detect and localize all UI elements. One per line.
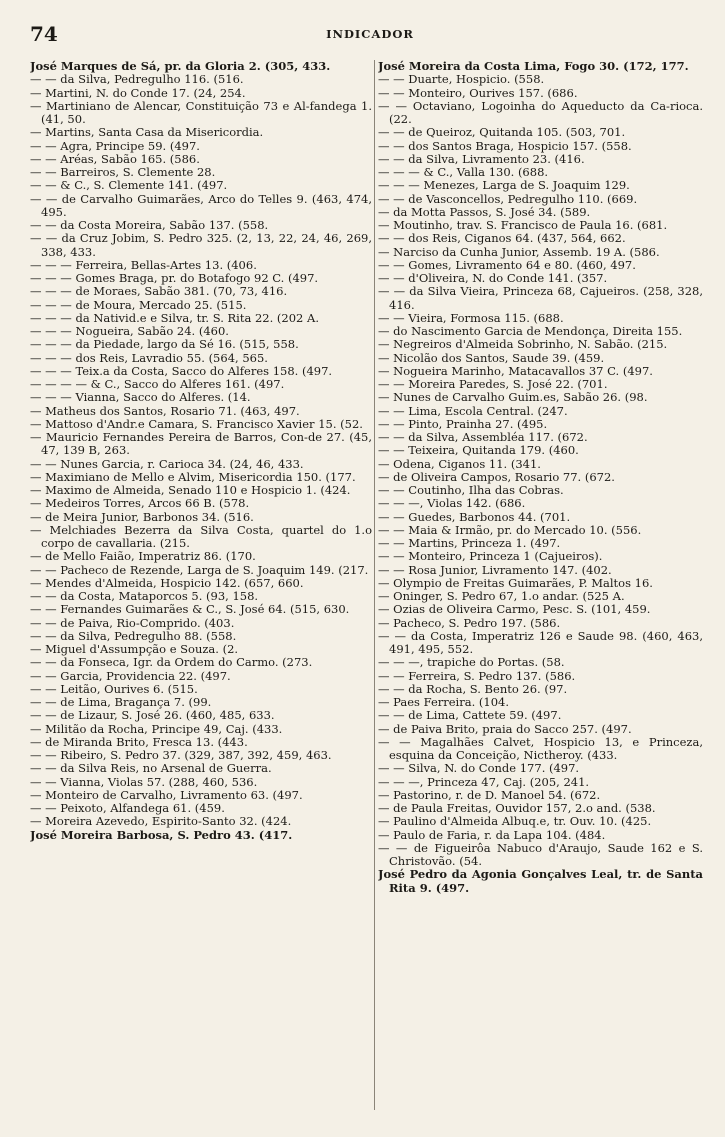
directory-entry: — — de Carvalho Guimarães, Arco do Telles 9. (463, 474, 495. <box>30 191 372 219</box>
directory-entry: — — —, Princeza 47, Caj. (205, 241. <box>378 774 590 789</box>
directory-entry: — de Oliveira Campos, Rosario 77. (672. <box>378 469 615 484</box>
directory-entry: — — de Lima, Cattete 59. (497. <box>378 708 562 723</box>
directory-entry: — — Vieira, Formosa 115. (688. <box>378 310 564 325</box>
directory-entry: — — da Silva, Assembléa 117. (672. <box>378 430 588 444</box>
directory-entry: — — — Menezes, Larga de S. Joaquim 129. <box>378 178 630 193</box>
directory-entry: — Nicolão dos Santos, Saude 39. (459. <box>378 350 605 365</box>
directory-entry: José Moreira Barbosa, S. Pedro 43. (417. <box>30 827 293 842</box>
directory-entry: — — Gomes, Livramento 64 e 80. (460, 497. <box>378 257 636 272</box>
directory-entry: José Pedro da Agonia Gonçalves Leal, tr. de Santa Rita 9. (497. <box>378 867 703 895</box>
right-column <box>378 60 703 895</box>
directory-entry: — Paulino d'Almeida Albuq.e, tr. Ouv. 10. (425. <box>378 814 652 829</box>
directory-entry: — Moreira Azevedo, Espirito-Santo 32. (424. <box>30 814 292 829</box>
directory-entry: — — Garcia, Providencia 22. (497. <box>30 668 231 683</box>
directory-entry: — — de Vasconcellos, Pedregulho 110. (669. <box>378 191 638 206</box>
directory-entry: — de Paiva Brito, praia do Sacco 257. (497. <box>378 721 632 736</box>
directory-entry: — Monteiro de Carvalho, Livramento 63. (497. <box>30 787 303 802</box>
directory-entry: — — Pinto, Prainha 27. (495. <box>378 416 548 431</box>
directory-entry: — Negreiros d'Almeida Sobrinho, N. Sabão. (215. <box>378 337 668 352</box>
directory-entry: — Ozias de Oliveira Carmo, Pesc. S. (101, 459. <box>378 602 651 617</box>
directory-entry: — de Miranda Brito, Fresca 13. (443. <box>30 734 248 749</box>
directory-entry: — Martiniano de Alencar, Constituição 73 e Al-fandega 1. (41, 50. <box>30 98 372 126</box>
page-header <box>30 22 710 46</box>
directory-entry: — — de Figueirôa Nabuco d'Araujo, Saude 162 e S. Christovão. (54. <box>378 840 703 868</box>
directory-entry: — — Silva, N. do Conde 177. (497. <box>378 761 580 776</box>
directory-entry: — — Ribeiro, S. Pedro 37. (329, 387, 392, 459, 463. <box>30 748 332 762</box>
directory-entry: — — dos Reis, Ciganos 64. (437, 564, 662. <box>378 231 626 246</box>
directory-entry: — do Nascimento Garcia de Mendonça, Direita 155. <box>378 324 683 338</box>
directory-entry: — — —, trapiche do Portas. (58. <box>378 655 565 670</box>
directory-entry: — — — — & C., Sacco do Alferes 161. (497. <box>30 377 285 391</box>
directory-entry: — — Moreira Paredes, S. José 22. (701. <box>378 377 608 391</box>
directory-entry: — — — da Piedade, largo da Sé 16. (515, 558. <box>30 337 299 352</box>
directory-entry: — — Lima, Escola Central. (247. <box>378 403 568 418</box>
directory-entry: — — Rosa Junior, Livramento 147. (402. <box>378 562 612 577</box>
directory-entry: — Maximo de Almeida, Senado 110 e Hospicio 1. (424. <box>30 483 351 497</box>
directory-entry: — Mauricio Fernandes Pereira de Barros, Con-de 27. (45, 47, 139 B, 263. <box>30 430 372 458</box>
directory-entry: — Medeiros Torres, Arcos 66 B. (578. <box>30 496 250 511</box>
directory-entry: — — — Nogueira, Sabão 24. (460. <box>30 324 229 338</box>
directory-entry: — — Ferreira, S. Pedro 137. (586. <box>378 668 576 683</box>
directory-entry: — — Barreiros, S. Clemente 28. <box>30 165 216 179</box>
directory-entry: — da Motta Passos, S. José 34. (589. <box>378 204 591 219</box>
directory-entry: — — de Lima, Bragança 7. (99. <box>30 695 212 709</box>
directory-entry: — — Peixoto, Alfandega 61. (459. <box>30 801 225 815</box>
running-title: INDICADOR <box>326 27 414 41</box>
directory-entry: — Mattoso d'Andr.e Camara, S. Francisco Xavier 15. (52. <box>30 416 363 431</box>
directory-entry: — — da Costa, Mataporcos 5. (93, 158. <box>30 589 259 603</box>
directory-entry: — — da Silva Reis, no Arsenal de Guerra. <box>30 761 272 776</box>
directory-entry: — — da Silva Vieira, Princeza 68, Cajueiros. (258, 328, 416. <box>378 284 703 312</box>
directory-entry: — Moutinho, trav. S. Francisco de Paula 16. (681. <box>378 218 668 232</box>
directory-entry: — — Martins, Princeza 1. (497. <box>378 536 561 550</box>
directory-entry: José Moreira da Costa Lima, Fogo 30. (172, 177. <box>378 60 689 73</box>
directory-entry: — — — Ferreira, Bellas-Artes 13. (406. <box>30 257 257 272</box>
directory-entry: — — da Rocha, S. Bento 26. (97. <box>378 681 568 696</box>
directory-entry: — Pastorino, r. de D. Manoel 54. (672. <box>378 787 601 802</box>
directory-entry: — — dos Santos Braga, Hospicio 157. (558. <box>378 138 632 153</box>
directory-entry: — — Aréas, Sabão 165. (586. <box>30 151 200 166</box>
directory-entry: — — d'Oliveira, N. do Conde 141. (357. <box>378 271 608 285</box>
directory-entry: — — Teixeira, Quitanda 179. (460. <box>378 443 579 458</box>
directory-entry: — — da Silva, Livramento 23. (416. <box>378 151 585 166</box>
directory-entry: — Paes Ferreira. (104. <box>378 695 509 709</box>
directory-entry: — — da Fonseca, Igr. da Ordem do Carmo. (273. <box>30 655 313 670</box>
directory-entry: — — Agra, Principe 59. (497. <box>30 138 200 153</box>
directory-entry: — — Magalhães Calvet, Hospicio 13, e Princeza, esquina da Conceição, Nictheroy. (433. <box>378 734 703 762</box>
directory-entry: — — de Paiva, Rio-Comprido. (403. <box>30 615 235 630</box>
directory-entry: — — — Vianna, Sacco do Alferes. (14. <box>30 390 251 405</box>
directory-entry: — — Nunes Garcia, r. Carioca 34. (24, 46, 433. <box>30 456 304 471</box>
directory-entry: — — Pacheco de Rezende, Larga de S. Joaquim 149. (217. <box>30 562 369 577</box>
directory-entry: — — de Lizaur, S. José 26. (460, 485, 633. <box>30 708 275 723</box>
directory-entry: — — — de Moraes, Sabão 381. (70, 73, 416. <box>30 284 288 299</box>
directory-entry: — — & C., S. Clemente 141. (497. <box>30 178 228 193</box>
directory-entry: — Odena, Ciganos 11. (341. <box>378 456 541 471</box>
directory-entry: — — da Costa, Imperatriz 126 e Saude 98. (460, 463, 491, 495, 552. <box>378 628 703 656</box>
directory-entry: — de Paula Freitas, Ouvidor 157, 2.o and. (538. <box>378 801 656 815</box>
directory-entry: — de Meira Junior, Barbonos 34. (516. <box>30 509 254 524</box>
directory-entry: — — Leitão, Ourives 6. (515. <box>30 681 198 696</box>
directory-entry: — Narciso da Cunha Junior, Assemb. 19 A. (586. <box>378 244 660 259</box>
directory-entry: — — Duarte, Hospicio. (558. <box>378 72 545 87</box>
directory-entry: — — — da Nativid.e e Silva, tr. S. Rita 22. (202 A. <box>30 310 319 325</box>
directory-entry: — — Vianna, Violas 57. (288, 460, 536. <box>30 774 258 789</box>
directory-entry: — — da Costa Moreira, Sabão 137. (558. <box>30 218 269 232</box>
column-divider <box>374 60 375 1110</box>
directory-entry: — — — & C., Valla 130. (688. <box>378 165 549 179</box>
directory-entry: — Nogueira Marinho, Matacavallos 37 C. (497. <box>378 363 653 378</box>
directory-entry: — — — Gomes Braga, pr. do Botafogo 92 C. (497. <box>30 271 319 285</box>
directory-entry: — — de Queiroz, Quitanda 105. (503, 701. <box>378 125 626 140</box>
directory-entry: — Martins, Santa Casa da Misericordia. <box>30 125 264 140</box>
directory-entry: — Miguel d'Assumpção e Souza. (2. <box>30 642 239 656</box>
directory-entry: — — da Silva, Pedregulho 116. (516. <box>30 72 244 87</box>
directory-entry: — Matheus dos Santos, Rosario 71. (463, 497. <box>30 403 300 418</box>
directory-entry: — Maximiano de Mello e Alvim, Misericordia 150. (177. <box>30 469 356 484</box>
directory-entry: — Olympio de Freitas Guimarães, P. Maltos 16. <box>378 575 653 590</box>
directory-entry: — — Guedes, Barbonos 44. (701. <box>378 509 571 524</box>
directory-entry: — — Coutinho, Ilha das Cobras. <box>378 483 564 497</box>
directory-entry: — de Mello Faião, Imperatriz 86. (170. <box>30 549 256 564</box>
directory-entry: — Martini, N. do Conde 17. (24, 254. <box>30 85 246 100</box>
directory-entry: — — Monteiro, Princeza 1 (Cajueiros). <box>378 549 603 564</box>
directory-entry: — Nunes de Carvalho Guim.es, Sabão 26. (98. <box>378 390 648 405</box>
directory-entry: — Melchiades Bezerra da Silva Costa, quartel do 1.o corpo de cavallaria. (215. <box>30 522 372 550</box>
directory-entry: José Marques de Sá, pr. da Gloria 2. (305, 433. <box>30 60 331 73</box>
directory-entry: — — — de Moura, Mercado 25. (515. <box>30 297 247 312</box>
directory-entry: — — —, Violas 142. (686. <box>378 496 526 511</box>
directory-entry: — — da Cruz Jobim, S. Pedro 325. (2, 13, 22, 24, 46, 269, 338, 433. <box>30 231 372 259</box>
directory-entry: — — — dos Reis, Lavradio 55. (564, 565. <box>30 350 268 365</box>
directory-entry: — — Octaviano, Logoinha do Aqueducto da Ca-rioca. (22. <box>378 98 703 126</box>
directory-entry: — — Maia & Irmão, pr. do Mercado 10. (556. <box>378 522 642 537</box>
directory-entry: — Oninger, S. Pedro 67, 1.o andar. (525 A. <box>378 589 625 603</box>
directory-entry: — Pacheco, S. Pedro 197. (586. <box>378 615 561 630</box>
directory-entry: — — — Teix.a da Costa, Sacco do Alferes 158. (497. <box>30 363 333 378</box>
directory-entry: — — da Silva, Pedregulho 88. (558. <box>30 628 237 643</box>
directory-entry: — — Fernandes Guimarães & C., S. José 64. (515, 630. <box>30 602 350 617</box>
directory-entry: — Militão da Rocha, Principe 49, Caj. (433. <box>30 721 283 736</box>
directory-entry: — Paulo de Faria, r. da Lapa 104. (484. <box>378 827 606 842</box>
directory-entry: — Mendes d'Almeida, Hospicio 142. (657, 660. <box>30 575 304 590</box>
page-number: 74 <box>30 22 58 46</box>
directory-entry: — — Monteiro, Ourives 157. (686. <box>378 85 578 100</box>
left-column <box>30 60 372 842</box>
